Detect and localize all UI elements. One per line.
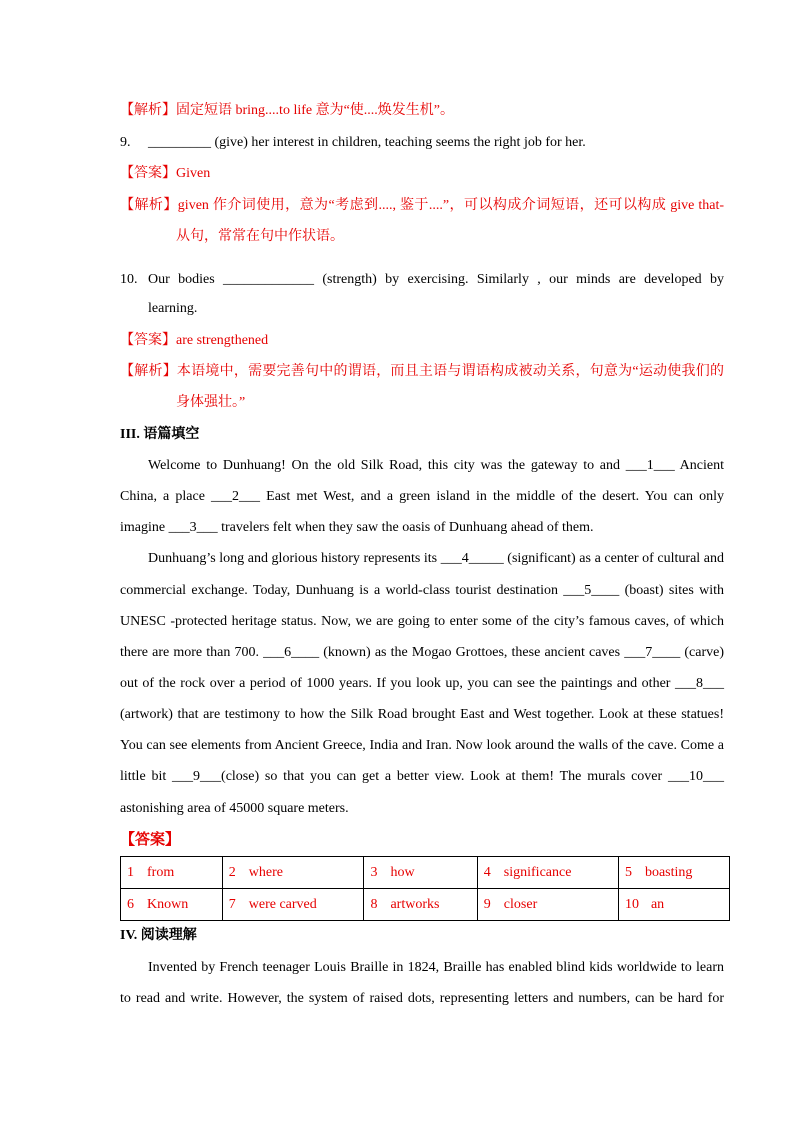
passage-line: imagine ___3___ travelers felt when they saw the oasis of Dunhuang ahead of them. xyxy=(120,520,594,535)
question-text: Our bodies _____________ (strength) by exercising. Similarly , our minds are developed by xyxy=(148,272,724,287)
answer-q10: 【答案】are strengthened xyxy=(120,333,269,348)
table-cell: 4 significance xyxy=(477,857,618,889)
passage-line: astonishing area of 45000 square meters. xyxy=(120,801,349,816)
explanation-q8: 【解析】固定短语 bring....to life 意为“使....焕发生机”。 xyxy=(120,103,455,118)
passage-line: You can see elements from Ancient Greece, India and Iran. Now look around the walls of the cave. Come a xyxy=(120,738,724,753)
question-number: 10. xyxy=(120,272,138,287)
passage-line: commercial exchange. Today, Dunhuang is a world-class tourist destination ___5____ (boast) sites with xyxy=(120,583,724,598)
table-row xyxy=(121,857,730,889)
passage-line: Welcome to Dunhuang! On the old Silk Road, this city was the gateway to and ___1___ Ancient xyxy=(148,458,724,473)
passage-line: UNESC -protected heritage status. Now, we are going to enter some of the city’s famous caves, of which xyxy=(120,614,724,629)
explanation-q9-line2: 从句，常常在句中作状语。 xyxy=(176,229,344,244)
passage-line: China, a place ___2___ East met West, and a green island in the middle of the desert. You can only xyxy=(120,489,724,504)
passage-line: Dunhuang’s long and glorious history represents its ___4_____ (significant) as a center of cultural and xyxy=(148,551,724,566)
passage-line: out of the rock over a period of 1000 years. If you look up, you can see the paintings and other ___8___ xyxy=(120,676,724,691)
passage-line: to read and write. However, the system of raised dots, representing letters and numbers, can be hard for xyxy=(120,991,724,1006)
answer-label: 【答案】 xyxy=(120,832,181,848)
table-cell: 6 Known xyxy=(121,889,223,921)
table-cell: 10 an xyxy=(618,889,729,921)
question-text: _________ (give) her interest in children, teaching seems the right job for her. xyxy=(148,135,586,150)
explanation-q10-line1: 【解析】本语境中，需要完善句中的谓语，而且主语与谓语构成被动关系，句意为“运动使我们的 xyxy=(120,364,724,379)
answer-table xyxy=(120,856,730,921)
table-cell: 7 were carved xyxy=(222,889,364,921)
table-cell: 1 from xyxy=(121,857,223,889)
passage-line: little bit ___9___(close) so that you can get a better view. Look at them! The murals cover ___10___ xyxy=(120,769,724,784)
table-cell: 8 artworks xyxy=(364,889,477,921)
question-10-cont: learning. xyxy=(148,301,198,316)
table-cell: 3 how xyxy=(364,857,477,889)
explanation-q10-line2: 身体强壮。” xyxy=(176,395,246,410)
table-cell: 2 where xyxy=(222,857,364,889)
section-title-3: III. 语篇填空 xyxy=(120,427,200,442)
passage-line: there are more than 700. ___6____ (known) as the Mogao Grottoes, these ancient caves ___7____ (carve) xyxy=(120,645,724,660)
section-title-4: IV. 阅读理解 xyxy=(120,928,197,943)
passage-line: Invented by French teenager Louis Braille in 1824, Braille has enabled blind kids worldwide to learn xyxy=(148,960,724,975)
table-cell: 5 boasting xyxy=(618,857,729,889)
passage-line: (artwork) that are testimony to how the Silk Road brought East and West together. Look at these statues! xyxy=(120,707,724,722)
table-cell: 9 closer xyxy=(477,889,618,921)
answer-q9: 【答案】Given xyxy=(120,166,211,181)
table-row xyxy=(121,889,730,921)
explanation-q9-line1: 【解析】given 作介词使用，意为“考虑到...., 鉴于....”，可以构成介词短语，还可以构成 give that- xyxy=(120,198,724,213)
question-number: 9. xyxy=(120,135,131,150)
